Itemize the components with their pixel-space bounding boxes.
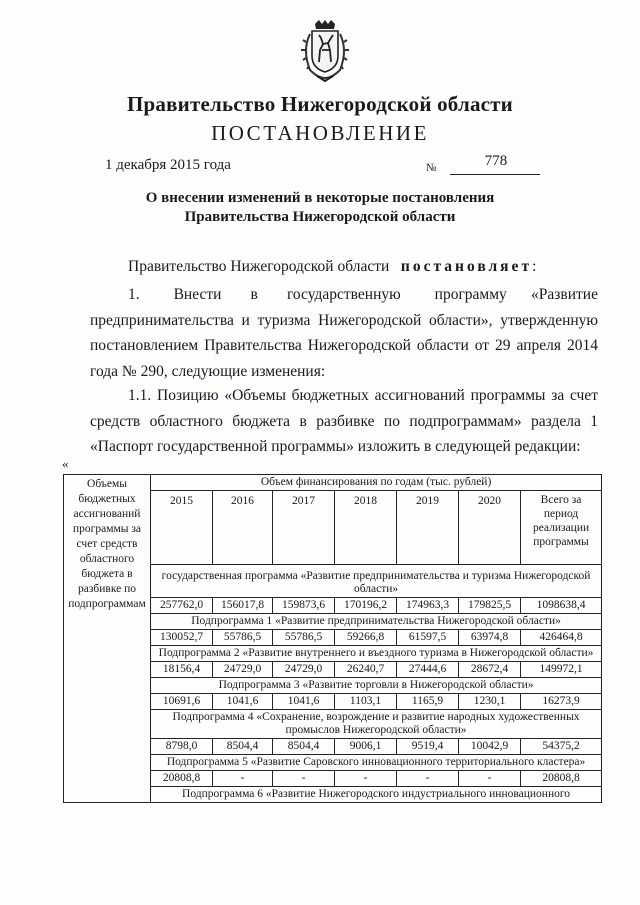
table-cell: 54375,2: [521, 739, 602, 755]
table-cell: 8504,4: [273, 739, 335, 755]
quote-open-mark: «: [62, 456, 69, 471]
year-2018: 2018: [335, 491, 397, 565]
table-cell: 170196,2: [335, 598, 397, 614]
table-cell: 159873,6: [273, 598, 335, 614]
section-title: Подпрограмма 1 «Развитие предпринимательства Нижегородской области»: [151, 614, 602, 630]
government-title: Правительство Нижегородской области: [127, 92, 513, 116]
table-cell: 1098638,4: [521, 598, 602, 614]
section-title: государственная программа «Развитие предпринимательства и туризма Нижегородской области»: [151, 565, 602, 598]
table-cell: 61597,5: [397, 630, 459, 646]
section-title: Подпрограмма 3 «Развитие торговли в Нижегородской области»: [151, 678, 602, 694]
table-cell: 149972,1: [521, 662, 602, 678]
table-cell: 55786,5: [273, 630, 335, 646]
subject-line-2: Правительства Нижегородской области: [184, 209, 456, 225]
table-cell: -: [273, 771, 335, 787]
table-cell: 63974,8: [459, 630, 521, 646]
year-2015: 2015: [151, 491, 213, 565]
table-cell: 27444,6: [397, 662, 459, 678]
table-cell: -: [213, 771, 273, 787]
intro-suffix: :: [532, 258, 537, 275]
coat-of-arms-icon: [300, 20, 350, 82]
table-row-label: Объемы бюджетных ассигнований программы за счет средств областного бюджета в разбивке по подпрограммам: [64, 475, 151, 803]
year-2020: 2020: [459, 491, 521, 565]
subject-line-1: О внесении изменений в некоторые постановления: [145, 190, 495, 206]
number-underline: [450, 174, 540, 175]
number-label: №: [426, 162, 437, 174]
year-2016: 2016: [213, 491, 273, 565]
document-date: 1 декабря 2015 года: [105, 157, 231, 173]
table-cell: 179825,5: [459, 598, 521, 614]
table-cell: 174963,3: [397, 598, 459, 614]
total-header: Всего за период реализации программы: [521, 491, 602, 565]
year-2017: 2017: [273, 491, 335, 565]
table-cell: 1041,6: [273, 694, 335, 710]
year-2019: 2019: [397, 491, 459, 565]
table-cell: 10042,9: [459, 739, 521, 755]
table-cell: 24729,0: [273, 662, 335, 678]
section-title: Подпрограмма 2 «Развитие внутреннего и въездного туризма в Нижегородской области»: [151, 646, 602, 662]
table-cell: 1103,1: [335, 694, 397, 710]
document-number: 778: [484, 153, 508, 169]
table-cell: 20808,8: [151, 771, 213, 787]
table-cell: 426464,8: [521, 630, 602, 646]
section-title: Подпрограмма 6 «Развитие Нижегородского индустриального инновационного: [151, 787, 602, 803]
table-cell: -: [335, 771, 397, 787]
table-cell: 59266,8: [335, 630, 397, 646]
table-cell: 26240,7: [335, 662, 397, 678]
table-cell: 8504,4: [213, 739, 273, 755]
intro-verb: постановляет: [400, 258, 533, 275]
table-cell: 28672,4: [459, 662, 521, 678]
item-1-text: 1. Внести в государственную программу «Развитие предпринимательства и туризма Нижегородской области», утвержденную постановлением Правительства Нижегородской области от 29 апреля 2014 года № 290, следующие изменения:: [90, 286, 598, 380]
document-type: ПОСТАНОВЛЕНИЕ: [211, 121, 429, 145]
item-1-1-paragraph: [90, 383, 598, 460]
section-title: Подпрограмма 4 «Сохранение, возрождение и развитие народных художественных промыслов Нижегородской области»: [151, 710, 602, 739]
financing-table: [63, 474, 602, 803]
table-cell: 10691,6: [151, 694, 213, 710]
table-cell: 16273,9: [521, 694, 602, 710]
intro-paragraph: [128, 254, 598, 280]
table-cell: 257762,0: [151, 598, 213, 614]
table-cell: -: [459, 771, 521, 787]
table-cell: 156017,8: [213, 598, 273, 614]
section-title: Подпрограмма 5 «Развитие Саровского инновационного территориального кластера»: [151, 755, 602, 771]
table-cell: 130052,7: [151, 630, 213, 646]
table-cell: 55786,5: [213, 630, 273, 646]
table-cell: 1165,9: [397, 694, 459, 710]
table-cell: 20808,8: [521, 771, 602, 787]
table-cell: 24729,0: [213, 662, 273, 678]
table-cell: 9006,1: [335, 739, 397, 755]
item-1-paragraph: [90, 282, 598, 384]
table-cell: -: [397, 771, 459, 787]
table-header: Объем финансирования по годам (тыс. рублей): [151, 475, 602, 491]
table-cell: 8798,0: [151, 739, 213, 755]
document-subject: [0, 189, 640, 227]
table-cell: 1230,1: [459, 694, 521, 710]
table-cell: 1041,6: [213, 694, 273, 710]
table-cell: 9519,4: [397, 739, 459, 755]
intro-prefix: Правительство Нижегородской области: [128, 258, 390, 275]
table-cell: 18156,4: [151, 662, 213, 678]
item-1-1-text: 1.1. Позицию «Объемы бюджетных ассигнований программы за счет средств областного бюджета в разбивке по подпрограммам» раздела 1 «Паспорт государственной программы» изложить в следующей редакции:: [90, 387, 598, 455]
